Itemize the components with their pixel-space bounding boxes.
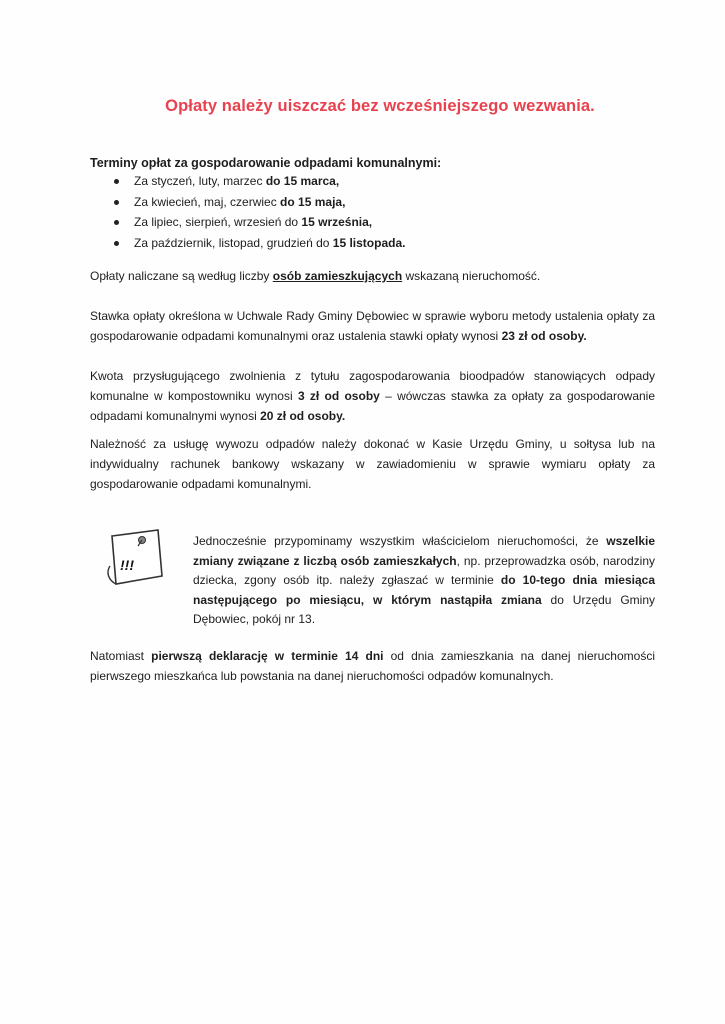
list-item — [90, 212, 610, 233]
pinned-note-icon — [98, 522, 170, 594]
paragraph-first-declaration — [90, 646, 655, 686]
deadline-date: 15 listopada. — [332, 235, 406, 250]
text: – wówczas stawka za opłaty za gospodarowanie odpadami komunalnymi wynosi — [90, 389, 656, 423]
emphasis: 23 zł od osoby. — [501, 329, 587, 343]
notice-text — [193, 532, 655, 630]
text: Jednocześnie przypominamy wszystkim właścicielom nieruchomości, że — [193, 534, 607, 548]
text: od dnia zamieszkania na danej nieruchomości pierwszego mieszkańca lub powstania na danej nieruchomości odpadów komunalnych. — [90, 649, 655, 683]
emphasis: pierwszą deklarację w terminie 14 dni — [151, 649, 384, 663]
deadline-period: Za październik, listopad, grudzień do — [134, 235, 333, 250]
text: , np. przeprowadzka osób, narodziny dziecka, zgony osób itp. należy zgłaszać w terminie — [193, 553, 655, 587]
deadline-period: Za styczeń, luty, marzec — [134, 174, 266, 188]
deadlines-heading: Terminy opłat za gospodarowanie odpadami komunalnymi: — [90, 156, 442, 170]
list-item — [90, 192, 610, 213]
emphasis: 20 zł od osoby. — [260, 409, 346, 423]
deadline-date: do 15 marca, — [265, 174, 340, 188]
emphasis: 3 zł od osoby — [297, 389, 380, 403]
deadline-period: Za lipiec, sierpień, wrzesień do — [134, 215, 302, 229]
paragraph-payment: Należność za usługę wywozu odpadów należy dokonać w Kasie Urzędu Gminy, u sołtysa lub na indywidualny rachunek bankowy wskazany w zawiadomieniu w sprawie wymiaru opłaty za gospodarowanie odpadami komunalnymi. — [90, 437, 655, 491]
paragraph-rate — [90, 306, 655, 346]
emphasis: wszelkie zmiany związane z liczbą osób zamieszkałych — [193, 534, 655, 568]
list-item — [90, 233, 610, 254]
text: Kwota przysługującego zwolnienia z tytułu zagospodarowania bioodpadów stanowiących odpady komunalne w kompostowniku wynosi — [90, 369, 655, 403]
note-icon-text: !!! — [120, 557, 134, 573]
deadlines-list — [90, 171, 610, 253]
list-item — [90, 171, 610, 192]
text: wskazaną nieruchomość. — [402, 269, 541, 283]
text: Stawka opłaty określona w Uchwale Rady Gminy Dębowiec w sprawie wyboru metody ustalenia opłaty za gospodarowanie odpadami komunalnymi oraz ustalenia stawki opłaty wynosi — [90, 309, 655, 343]
deadline-date: do 15 maja, — [280, 194, 346, 209]
text: Natomiast — [90, 649, 152, 663]
deadline-date: 15 września, — [301, 215, 373, 229]
paragraph-billing-basis — [90, 266, 655, 286]
text: Opłaty naliczane są według liczby — [90, 269, 273, 283]
emphasis: osób zamieszkujących — [272, 269, 403, 283]
paragraph-exemption — [90, 366, 655, 426]
document-title: Opłaty należy uiszczać bez wcześniejszego wezwania. — [165, 97, 595, 115]
deadline-period: Za kwiecień, maj, czerwiec — [134, 194, 281, 209]
emphasis: do 10-tego dnia miesiąca następującego po miesiącu, w którym nastąpiła zmiana — [193, 573, 655, 607]
text: do Urzędu Gminy Dębowiec, pokój nr 13. — [193, 592, 656, 626]
